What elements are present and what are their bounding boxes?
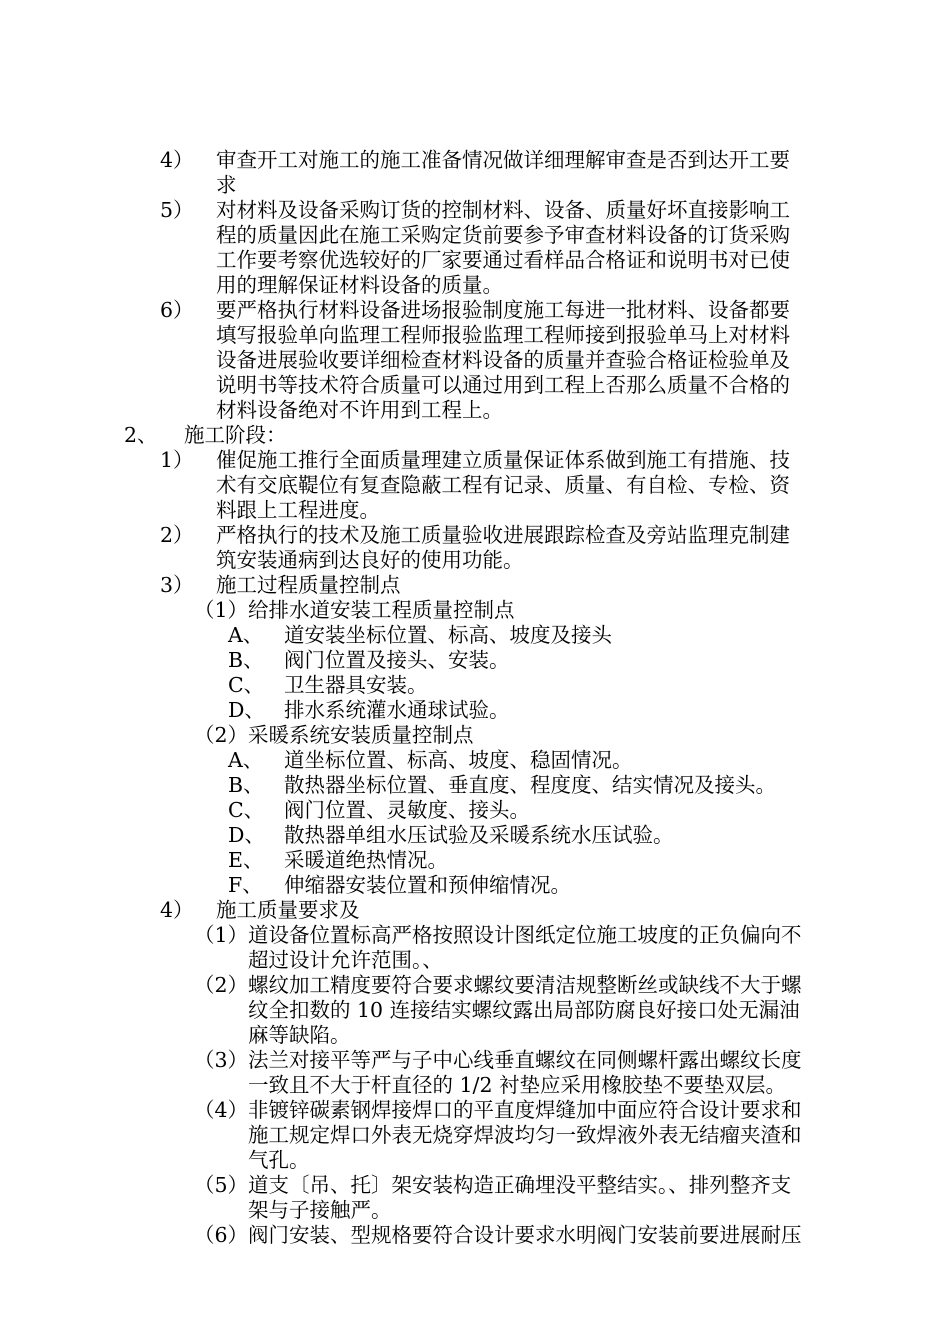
- document-line: [0, 273, 950, 298]
- document-line: [0, 623, 950, 648]
- document-line: [0, 348, 950, 373]
- document-line: [0, 1198, 950, 1223]
- line-text: 程的质量因此在施工采购定货前要参予审查材料设备的订货采购: [216, 223, 790, 247]
- line-number: C、: [228, 798, 265, 822]
- document-line: [0, 873, 950, 898]
- document-line: [0, 448, 950, 473]
- line-text: 纹全扣数的 10 连接结实螺纹露出局部防腐良好接口处无漏油: [248, 998, 800, 1022]
- line-text: 超过设计允许范围。、: [248, 948, 443, 972]
- line-text: 料跟上工程进度。: [216, 498, 380, 522]
- line-text: 施工过程质量控制点: [216, 573, 401, 597]
- document-line: [0, 598, 950, 623]
- line-text: （2）采暖系统安装质量控制点: [194, 723, 474, 747]
- document-line: [0, 373, 950, 398]
- line-text: 卫生器具安装。: [284, 673, 428, 697]
- line-number: （3）: [194, 1048, 249, 1072]
- document-line: [0, 573, 950, 598]
- line-number: 3）: [160, 573, 194, 597]
- document-line: [0, 248, 950, 273]
- document-line: [0, 323, 950, 348]
- line-number: （2）: [194, 973, 249, 997]
- document-line: [0, 1048, 950, 1073]
- line-number: （6）: [194, 1223, 249, 1247]
- line-text: 采暖道绝热情况。: [284, 848, 448, 872]
- line-number: B、: [228, 648, 264, 672]
- document-line: [0, 923, 950, 948]
- document-line: [0, 848, 950, 873]
- document-line: [0, 1148, 950, 1173]
- line-text: 严格执行的技术及施工质量验收进展跟踪检查及旁站监理克制建: [216, 523, 790, 547]
- document-line: [0, 798, 950, 823]
- line-text: 对材料及设备采购订货的控制材料、设备、质量好坏直接影响工: [216, 198, 790, 222]
- line-text: 施工规定焊口外表无烧穿焊波均匀一致焊液外表无结瘤夹渣和: [248, 1123, 802, 1147]
- document-line: [0, 198, 950, 223]
- line-text: 伸缩器安装位置和预伸缩情况。: [284, 873, 571, 897]
- document-line: [0, 298, 950, 323]
- line-number: 4）: [160, 148, 194, 172]
- document-line: [0, 1223, 950, 1248]
- line-text: 道安装坐标位置、标高、坡度及接头: [284, 623, 612, 647]
- line-text: 说明书等技术符合质量可以通过用到工程上否那么质量不合格的: [216, 373, 790, 397]
- line-text: 填写报验单向监理工程师报验监理工程师接到报验单马上对材料: [216, 323, 790, 347]
- line-number: （5）: [194, 1173, 249, 1197]
- document-line: [0, 973, 950, 998]
- line-text: 非镀锌碳素钢焊接焊口的平直度焊缝加中面应符合设计要求和: [248, 1098, 802, 1122]
- document-line: [0, 223, 950, 248]
- line-number: 2、: [124, 423, 158, 447]
- line-text: 散热器坐标位置、垂直度、程度度、结实情况及接头。: [284, 773, 776, 797]
- line-number: 1）: [160, 448, 194, 472]
- line-number: A、: [228, 623, 264, 647]
- line-number: （4）: [194, 1098, 249, 1122]
- line-text: 散热器单组水压试验及采暖系统水压试验。: [284, 823, 674, 847]
- document-line: [0, 1123, 950, 1148]
- document-line: [0, 1073, 950, 1098]
- line-text: 要严格执行材料设备进场报验制度施工每进一批材料、设备都要: [216, 298, 790, 322]
- line-number: （1）: [194, 923, 249, 947]
- document-line: [0, 1098, 950, 1123]
- document-line: [0, 1173, 950, 1198]
- document-line: [0, 673, 950, 698]
- line-text: 施工质量要求及: [216, 898, 360, 922]
- line-text: 一致且不大于杆直径的 1/2 衬垫应采用橡胶垫不要垫双层。: [248, 1073, 787, 1097]
- line-text: 气孔。: [248, 1148, 310, 1172]
- line-text: 材料设备绝对不许用到工程上。: [216, 398, 503, 422]
- line-number: F、: [228, 873, 263, 897]
- line-text: 排水系统灌水通球试验。: [284, 698, 510, 722]
- line-text: 道设备位置标高严格按照设计图纸定位施工坡度的正负偏向不: [248, 923, 802, 947]
- line-text: 催促施工推行全面质量理建立质量保证体系做到施工有措施、技: [216, 448, 790, 472]
- line-text: 用的理解保证材料设备的质量。: [216, 273, 503, 297]
- line-text: 术有交底鞮位有复查隐蔽工程有记录、质量、有自检、专检、资: [216, 473, 790, 497]
- line-text: 架与子接触严。: [248, 1198, 392, 1222]
- document-line: [0, 523, 950, 548]
- line-text: 法兰对接平等严与子中心线垂直螺纹在同侧螺杆露出螺纹长度: [248, 1048, 802, 1072]
- document-line: [0, 648, 950, 673]
- line-text: 施工阶段：: [184, 423, 287, 447]
- document-line: [0, 773, 950, 798]
- document-line: [0, 423, 950, 448]
- line-number: D、: [228, 698, 265, 722]
- document-line: [0, 998, 950, 1023]
- document-line: [0, 173, 950, 198]
- line-text: 设备进展验收要详细检查材料设备的质量并查验合格证检验单及: [216, 348, 790, 372]
- document-line: [0, 823, 950, 848]
- line-text: 筑安装通病到达良好的使用功能。: [216, 548, 524, 572]
- line-number: E、: [228, 848, 264, 872]
- line-number: D、: [228, 823, 265, 847]
- document-line: [0, 1023, 950, 1048]
- document-line: [0, 698, 950, 723]
- document-line: [0, 398, 950, 423]
- line-text: 阀门位置、灵敏度、接头。: [284, 798, 530, 822]
- line-number: 4）: [160, 898, 194, 922]
- line-number: A、: [228, 748, 264, 772]
- document-line: [0, 498, 950, 523]
- document-line: [0, 748, 950, 773]
- line-text: 道支〔吊、托〕架安装构造正确埋没平整结实。、排列整齐支: [248, 1173, 792, 1197]
- line-number: 6）: [160, 298, 194, 322]
- document-line: [0, 548, 950, 573]
- line-number: 2）: [160, 523, 194, 547]
- line-number: C、: [228, 673, 265, 697]
- line-text: 工作要考察优选较好的厂家要通过看样品合格证和说明书对已使: [216, 248, 790, 272]
- line-text: （1）给排水道安装工程质量控制点: [194, 598, 515, 622]
- document-line: [0, 948, 950, 973]
- line-number: B、: [228, 773, 264, 797]
- line-text: 阀门位置及接头、安装。: [284, 648, 510, 672]
- document-line: [0, 148, 950, 173]
- document-line: [0, 723, 950, 748]
- line-number: 5）: [160, 198, 194, 222]
- document-line: [0, 473, 950, 498]
- document-line: [0, 898, 950, 923]
- line-text: 审查开工对施工的施工准备情况做详细理解审查是否到达开工要: [216, 148, 790, 172]
- line-text: 道坐标位置、标高、坡度、稳固情况。: [284, 748, 633, 772]
- line-text: 麻等缺陷。: [248, 1023, 351, 1047]
- line-text: 阀门安装、型规格要符合设计要求水明阀门安装前要进展耐压: [248, 1223, 802, 1247]
- line-text: 求: [216, 173, 237, 197]
- line-text: 螺纹加工精度要符合要求螺纹要清洁规整断丝或缺线不大于螺: [248, 973, 802, 997]
